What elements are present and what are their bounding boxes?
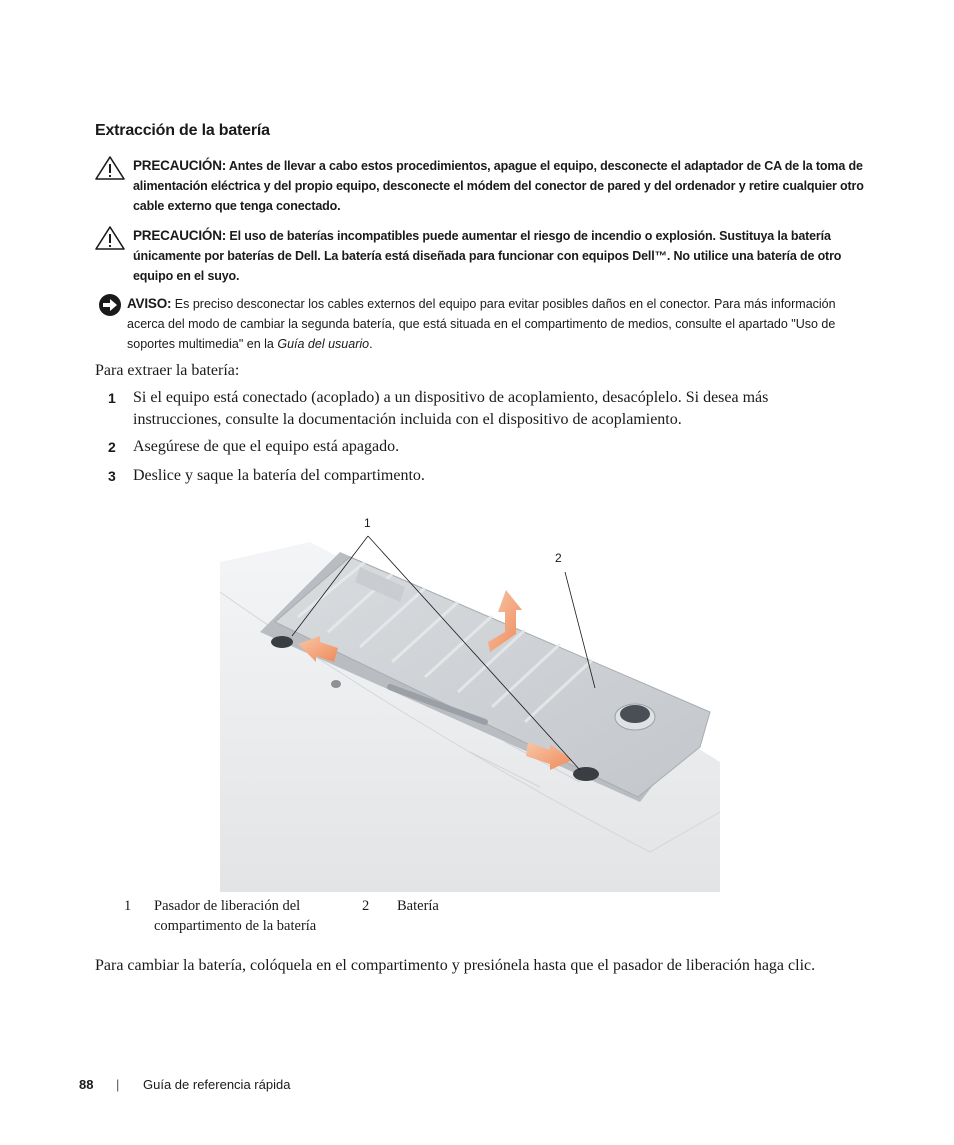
notice-arrow-icon: [98, 293, 122, 323]
step-number: 2: [108, 439, 116, 455]
legend-number: 2: [362, 898, 370, 914]
battery-removal-illustration: [220, 512, 730, 892]
caution-text: Antes de llevar a cabo estos procedimientos, apague el equipo, desconecte el adaptador de CA de la toma de alimentación eléctrica y del propio equipo, desconecte el módem del conector de pared y del ordenador y retire cualquier otro cable externo que tenga conectado.: [133, 159, 864, 213]
warning-triangle-icon: [95, 156, 125, 186]
caution-text: El uso de baterías incompatibles puede aumentar el riesgo de incendio o explosión. Sustituya la batería únicamente por baterías de Dell. La batería está diseñada para funcionar con equipos Dell™. No utilice una batería de otro equipo en el suyo.: [133, 229, 842, 283]
step-item: [95, 387, 855, 431]
caution-notice-2: [95, 226, 865, 286]
page-number: 88: [79, 1077, 94, 1092]
aviso-keyword: AVISO:: [127, 296, 172, 311]
step-text: Asegúrese de que el equipo está apagado.: [133, 438, 400, 455]
section-title: Extracción de la batería: [95, 122, 270, 139]
figure-callout: 1: [364, 516, 371, 530]
aviso-notice: [95, 294, 865, 354]
legend-label: Pasador de liberación del compartimento de la batería: [154, 898, 317, 934]
caution-notice-1: [95, 156, 865, 216]
footer-title: Guía de referencia rápida: [143, 1077, 291, 1092]
step-item: [95, 436, 855, 458]
step-text: Si el equipo está conectado (acoplado) a un dispositivo de acoplamiento, desacóplelo. Si desea más instrucciones, consulte la documentación incluida con el dispositivo de acoplamiento.: [133, 389, 769, 428]
warning-triangle-icon: [95, 226, 125, 256]
step-item: [95, 465, 855, 487]
step-number: 3: [108, 468, 116, 484]
aviso-italic-ref: Guía del usuario: [277, 337, 370, 351]
legend-number: 1: [124, 898, 132, 914]
step-number: 1: [108, 390, 116, 406]
aviso-end: .: [369, 337, 373, 351]
aviso-text: Es preciso desconectar los cables externos del equipo para evitar posibles daños en el conector. Para más información acerca del modo de cambiar la segunda batería, que está situada en el compartimento de medios, consulte el apartado "Uso de soportes multimedia" en la: [127, 297, 836, 351]
caution-keyword: PRECAUCIÓN:: [133, 228, 227, 243]
legend-label: Batería: [397, 898, 439, 914]
footer-separator: |: [116, 1077, 120, 1092]
step-text: Deslice y saque la batería del compartimento.: [133, 467, 425, 484]
caution-keyword: PRECAUCIÓN:: [133, 158, 227, 173]
closing-text: Para cambiar la batería, colóquela en el compartimento y presiónela hasta que el pasador de liberación haga clic.: [95, 957, 816, 974]
figure-callout: 2: [555, 551, 562, 565]
intro-text: Para extraer la batería:: [95, 362, 240, 379]
